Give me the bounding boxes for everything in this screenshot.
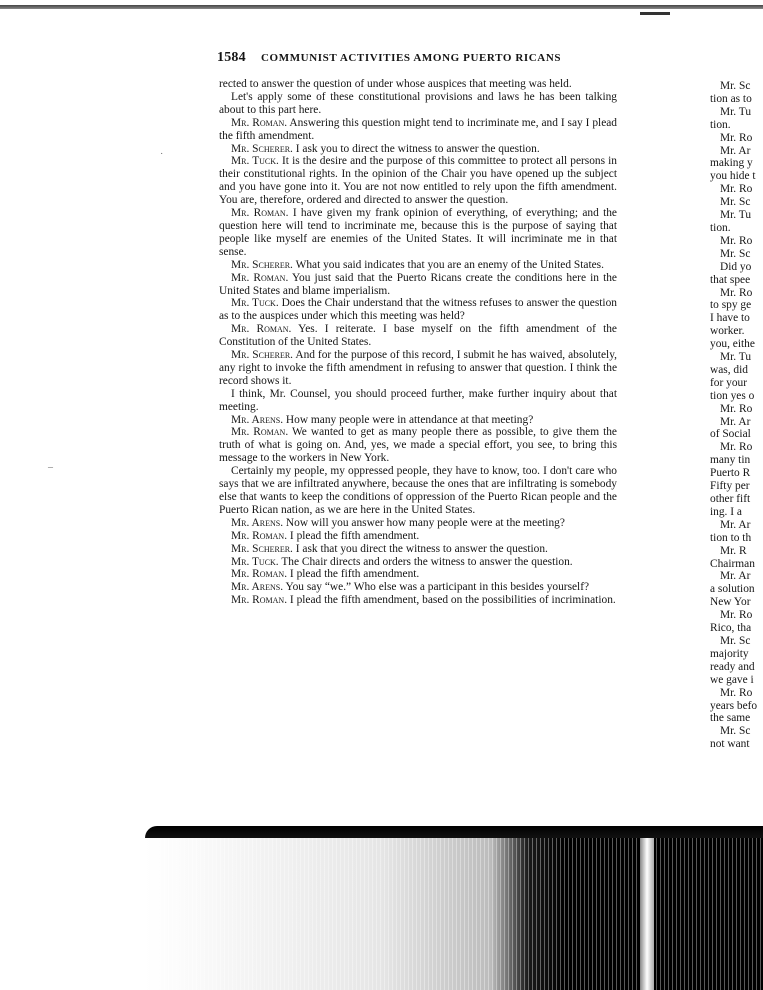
speaker-name: Mr. Arens. [231,581,284,594]
transcript-paragraph [219,388,617,414]
speaker-name: Mr. Roman. [231,116,288,129]
scan-binding-shadow [145,826,763,990]
paragraph-text: You say “we.” Who else was a participant in this besides yourself? [285,581,590,594]
page-number: 1584 [217,50,246,65]
right-column-line: tion. [710,221,731,234]
transcript-paragraph [219,543,617,556]
right-column-line: Did yo [720,260,752,273]
right-column-line: that spee [710,273,751,286]
transcript-paragraph [219,349,617,388]
right-column-line: the same [710,712,751,725]
paragraph-text: You just said that the Puerto Ricans create the conditions here in the United States and blame imperialism. [219,271,617,297]
right-column-line: years befo [710,699,758,712]
speaker-name: Mr. Tuck. [231,155,279,168]
transcript-paragraph [219,155,617,207]
speaker-name: Mr. Roman. [231,323,292,336]
transcript-paragraph [219,517,617,530]
right-column-line: Mr. Ar [720,518,751,531]
page-header [217,50,617,66]
transcript-paragraph [219,117,617,143]
right-column-line: Puerto R [710,467,751,480]
transcript-paragraph [219,91,617,117]
right-column-line: Mr. Ro [720,609,753,622]
right-column-line: Fifty per [710,480,750,493]
right-column-line: New Yor [710,596,751,609]
transcript-paragraph [219,259,617,272]
speaker-name: Mr. Roman. [231,529,288,542]
top-scan-mark [640,2,670,15]
paragraph-text: Answering this question might tend to incriminate me, and I say I plead the fifth amendment. [219,116,618,142]
right-column-line: Mr. Sc [720,196,751,209]
right-column-line: Mr. Ro [720,402,753,415]
right-column-line: Mr. Tu [720,105,752,118]
right-column-line: tion yes o [710,389,755,402]
paragraph-text: I have given my frank opinion of everything, of everything; and the question here will tend to incriminate me, because this is the purpose of saying that people like myself are enemies of the United States. It will incriminate me in that sense. [219,207,617,258]
transcript-paragraph [219,530,617,543]
transcript-paragraph [219,594,617,607]
right-column-line: tion to th [710,531,752,544]
right-column-line: not want [710,738,750,751]
margin-speck: ˙ [160,152,164,163]
speaker-name: Mr. Roman. [231,426,289,439]
paragraph-text: The Chair directs and orders the witness to answer the question. [281,555,573,568]
transcript-paragraph [219,143,617,156]
paragraph-text: I think, Mr. Counsel, you should proceed further, make further inquiry about that meeting. [219,387,617,413]
right-column-line: Mr. Sc [720,725,751,738]
page-title: COMMUNIST ACTIVITIES AMONG PUERTO RICANS [261,52,562,64]
speaker-name: Mr. Scherer. [231,142,293,155]
speaker-name: Mr. Scherer. [231,349,294,362]
paragraph-text: And for the purpose of this record, I submit he has waived, absolutely, any right to invoke the fifth amendment in refusing to answer that question. I think the record shows it. [219,349,617,387]
right-column-line: of Social [710,428,751,441]
right-column-line: ready and [710,660,755,673]
speaker-name: Mr. Roman. [231,594,288,607]
right-column-line: Mr. Ro [720,286,753,299]
paragraph-text: We wanted to get as many people there as possible, to give them the truth of what is going on. And, yes, we made a special effort, you see, to bring this message to the workers in New York. [219,426,617,465]
transcript-paragraph [219,568,617,581]
right-column-line: was, did [710,363,748,376]
paragraph-text: I ask that you direct the witness to answer the question. [295,542,548,555]
right-column-line: you, eithe [710,338,755,351]
right-column-line: tion. [710,118,731,131]
right-column-line: Mr. Sc [720,80,751,92]
right-column-line: you hide t [710,170,756,183]
transcript-paragraph [219,426,617,465]
right-column-line: Mr. Tu [720,209,752,222]
left-text-column [219,78,617,607]
right-column-line: Rico, tha [710,622,752,635]
paragraph-text: Let's apply some of these constitutional provisions and laws he has been talking about to this part here. [219,90,617,116]
right-column-line: Mr. Ro [720,183,753,196]
transcript-paragraph [219,207,617,259]
right-column-line: worker. [710,325,745,338]
transcript-paragraph [219,297,617,323]
right-column-line: Mr. Ar [720,144,751,157]
paragraph-text: Does the Chair understand that the witness refuses to answer the question as to the auspices under which this meeting was held? [219,297,617,323]
speaker-name: Mr. Roman. [231,568,288,581]
paragraph-text: I ask you to direct the witness to answer the question. [295,142,540,155]
right-column-line: Mr. Ro [720,441,753,454]
transcript-paragraph [219,323,617,349]
right-column-line: a solution [710,583,755,596]
scan-binding-edge [145,826,763,838]
paragraph-text: Now will you answer how many people were at the meeting? [285,516,565,529]
right-column-line: tion as to [710,92,752,105]
right-text-column-fragment [710,80,763,751]
right-column-line: making y [710,157,753,170]
speaker-name: Mr. Roman. [231,207,289,220]
transcript-paragraph [219,465,617,517]
right-column-line: Mr. Ro [720,234,753,247]
right-column-line: to spy ge [710,299,752,312]
right-column-line: many tin [710,454,751,467]
scan-binding-gap [640,838,654,990]
speaker-name: Mr. Arens. [231,516,284,529]
speaker-name: Mr. Arens. [231,413,284,426]
right-column-line: Mr. Sc [720,247,751,260]
speaker-name: Mr. Roman. [231,271,289,284]
right-column-line: we gave i [710,673,754,686]
transcript-paragraph [219,78,617,91]
right-column-line: Mr. Sc [720,634,751,647]
paragraph-text: I plead the fifth amendment. [289,568,420,581]
right-column-line: ing. I a [710,505,742,518]
paragraph-text: How many people were in attendance at that meeting? [285,413,534,426]
paragraph-text: rected to answer the question of under whose auspices that meeting was held. [219,78,572,90]
speaker-name: Mr. Scherer. [231,542,293,555]
transcript-paragraph [219,581,617,594]
right-column-line: for your [710,376,748,389]
paragraph-text: I plead the fifth amendment. [289,529,420,542]
paragraph-text: Yes. I reiterate. I base myself on the fifth amendment of the Constitution of the United States. [219,323,617,349]
paragraph-text: It is the desire and the purpose of this committee to protect all persons in their constitutional rights. In the opinion of the Chair you have opened up the subject and you have gone into it. You are not now entitled to rely upon the fifth amendment. You are, therefore, ordered and directed to answer the question. [219,155,618,207]
right-column-line: Mr. R [720,544,747,557]
right-column-line: Mr. Ro [720,131,753,144]
transcript-paragraph [219,272,617,298]
right-column-line: Mr. Ar [720,415,751,428]
right-column-line: other fift [710,493,751,505]
speaker-name: Mr. Scherer. [231,258,293,271]
right-column-line: I have to [710,312,750,325]
transcript-paragraph [219,414,617,427]
right-column-line: Mr. Ar [720,570,751,583]
right-column-line: Mr. Tu [720,351,752,364]
margin-dash: – [48,462,53,473]
paragraph-text: What you said indicates that you are an enemy of the United States. [295,258,604,271]
right-column-line: majority [710,647,749,660]
right-column-line: Mr. Ro [720,686,753,699]
speaker-name: Mr. Tuck. [231,297,279,310]
speaker-name: Mr. Tuck. [231,555,279,568]
right-column-line: Chairman [710,557,755,570]
paragraph-text: I plead the fifth amendment, based on the possibilities of incrimination. [289,594,616,607]
transcript-paragraph [219,556,617,569]
paragraph-text: Certainly my people, my oppressed people, they have to know, too. I don't care who says that we are infiltrated anywhere, because the ones that are infiltrating is somebody else that wants to keep the conditions of oppression of the Puerto Rican people and the Puerto Rican nation, as we are here in the United States. [219,465,617,516]
